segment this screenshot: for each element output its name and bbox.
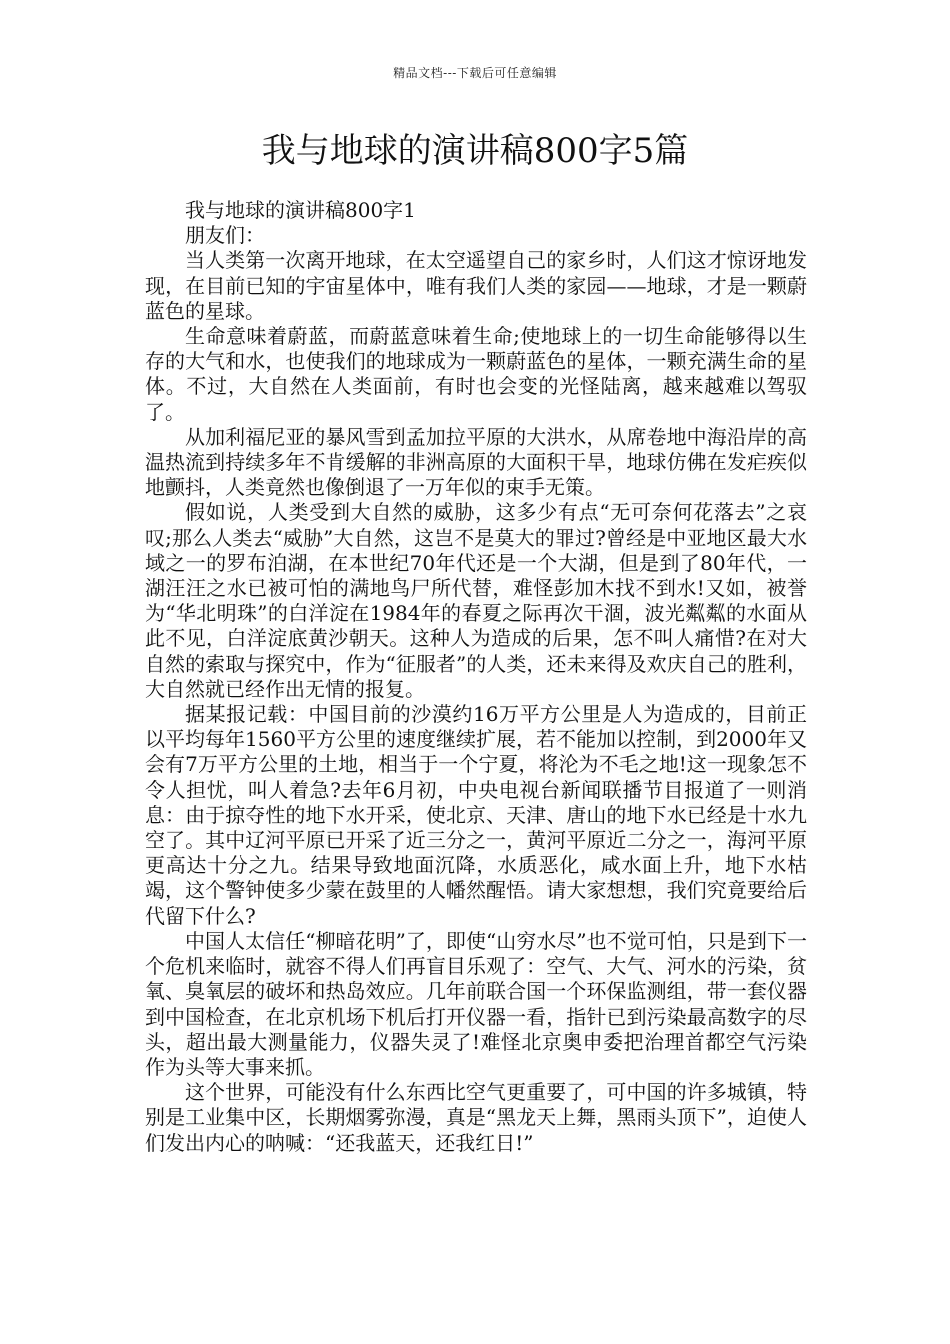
paragraph: 从加利福尼亚的暴风雪到孟加拉平原的大洪水，从席卷地中海沿岸的高温热流到持续多年不肯缓解的非洲高原的大面积干旱，地球仿佛在发疟疾似地颤抖，人类竟然也像倒退了一万年似的束手无策。 (145, 424, 807, 500)
paragraph: 这个世界，可能没有什么东西比空气更重要了，可中国的许多城镇，特别是工业集中区，长期烟雾弥漫，真是“黑龙天上舞，黑雨头顶下”，迫使人们发出内心的呐喊：“还我蓝天，还我红日!” (145, 1080, 807, 1155)
page-header: 精品文档---下载后可任意编辑 (393, 66, 557, 80)
subtitle: 我与地球的演讲稿800字1 (185, 198, 416, 222)
document-body (145, 198, 807, 1156)
paragraph: 中国人太信任“柳暗花明”了，即使“山穷水尽”也不觉可怕，只是到下一个危机来临时，就容不得人们再盲目乐观了：空气、大气、河水的污染，贫氧、臭氧层的破坏和热岛效应。几年前联合国一个环保监测组，带一套仪器到中国检查，在北京机场下机后打开仪器一看，指针已到污染最高数字的尽头，超出最大测量能力，仪器失灵了!难怪北京奥申委把治理首都空气污染作为头等大事来抓。 (145, 928, 807, 1079)
paragraph: 据某报记载：中国目前的沙漠约16万平方公里是人为造成的，目前正以平均每年1560平方公里的速度继续扩展，若不能加以控制，到2000年又会有7万平方公里的土地，相当于一个宁夏，将沦为不毛之地!这一现象怎不令人担忧，叫人着急?去年6月初，中央电视台新闻联播节目报道了一则消息：由于掠夺性的地下水开采，使北京、天津、唐山的地下水已经是十水九空了。其中辽河平原已开采了近三分之一，黄河平原近二分之一，海河平原更高达十分之九。结果导致地面沉降，水质恶化，咸水面上升，地下水枯竭，这个警钟使多少蒙在鼓里的人幡然醒悟。请大家想想，我们究竟要给后代留下什么? (145, 702, 807, 928)
greeting: 朋友们： (185, 223, 265, 248)
paragraph: 当人类第一次离开地球，在太空遥望自己的家乡时，人们这才惊讶地发现，在目前已知的宇宙星体中，唯有我们人类的家园——地球，才是一颗蔚蓝色的星球。 (145, 248, 807, 323)
paragraph: 生命意味着蔚蓝，而蔚蓝意味着生命;使地球上的一切生命能够得以生存的大气和水，也使我们的地球成为一颗蔚蓝色的星体，一颗充满生命的星体。不过，大自然在人类面前，有时也会变的光怪陆离，越来越难以驾驭了。 (145, 324, 807, 424)
document-title: 我与地球的演讲稿800字5篇 (261, 131, 689, 171)
paragraph: 假如说，人类受到大自然的威胁，这多少有点“无可奈何花落去”之哀叹;那么人类去“威胁”大自然，这岂不是莫大的罪过?曾经是中亚地区最大水域之一的罗布泊湖，在本世纪70年代还是一个大湖，但是到了80年代，一湖汪汪之水已被可怕的满地鸟尸所代替，难怪彭加木找不到水!又如，被誉为“华北明珠”的白洋淀在1984年的春夏之际再次干涸，波光粼粼的水面从此不见，白洋淀底黄沙朝天。这种人为造成的后果，怎不叫人痛惜?在对大自然的索取与探究中，作为“征服者”的人类，还未来得及欢庆自己的胜利，大自然就已经作出无情的报复。 (145, 500, 807, 701)
